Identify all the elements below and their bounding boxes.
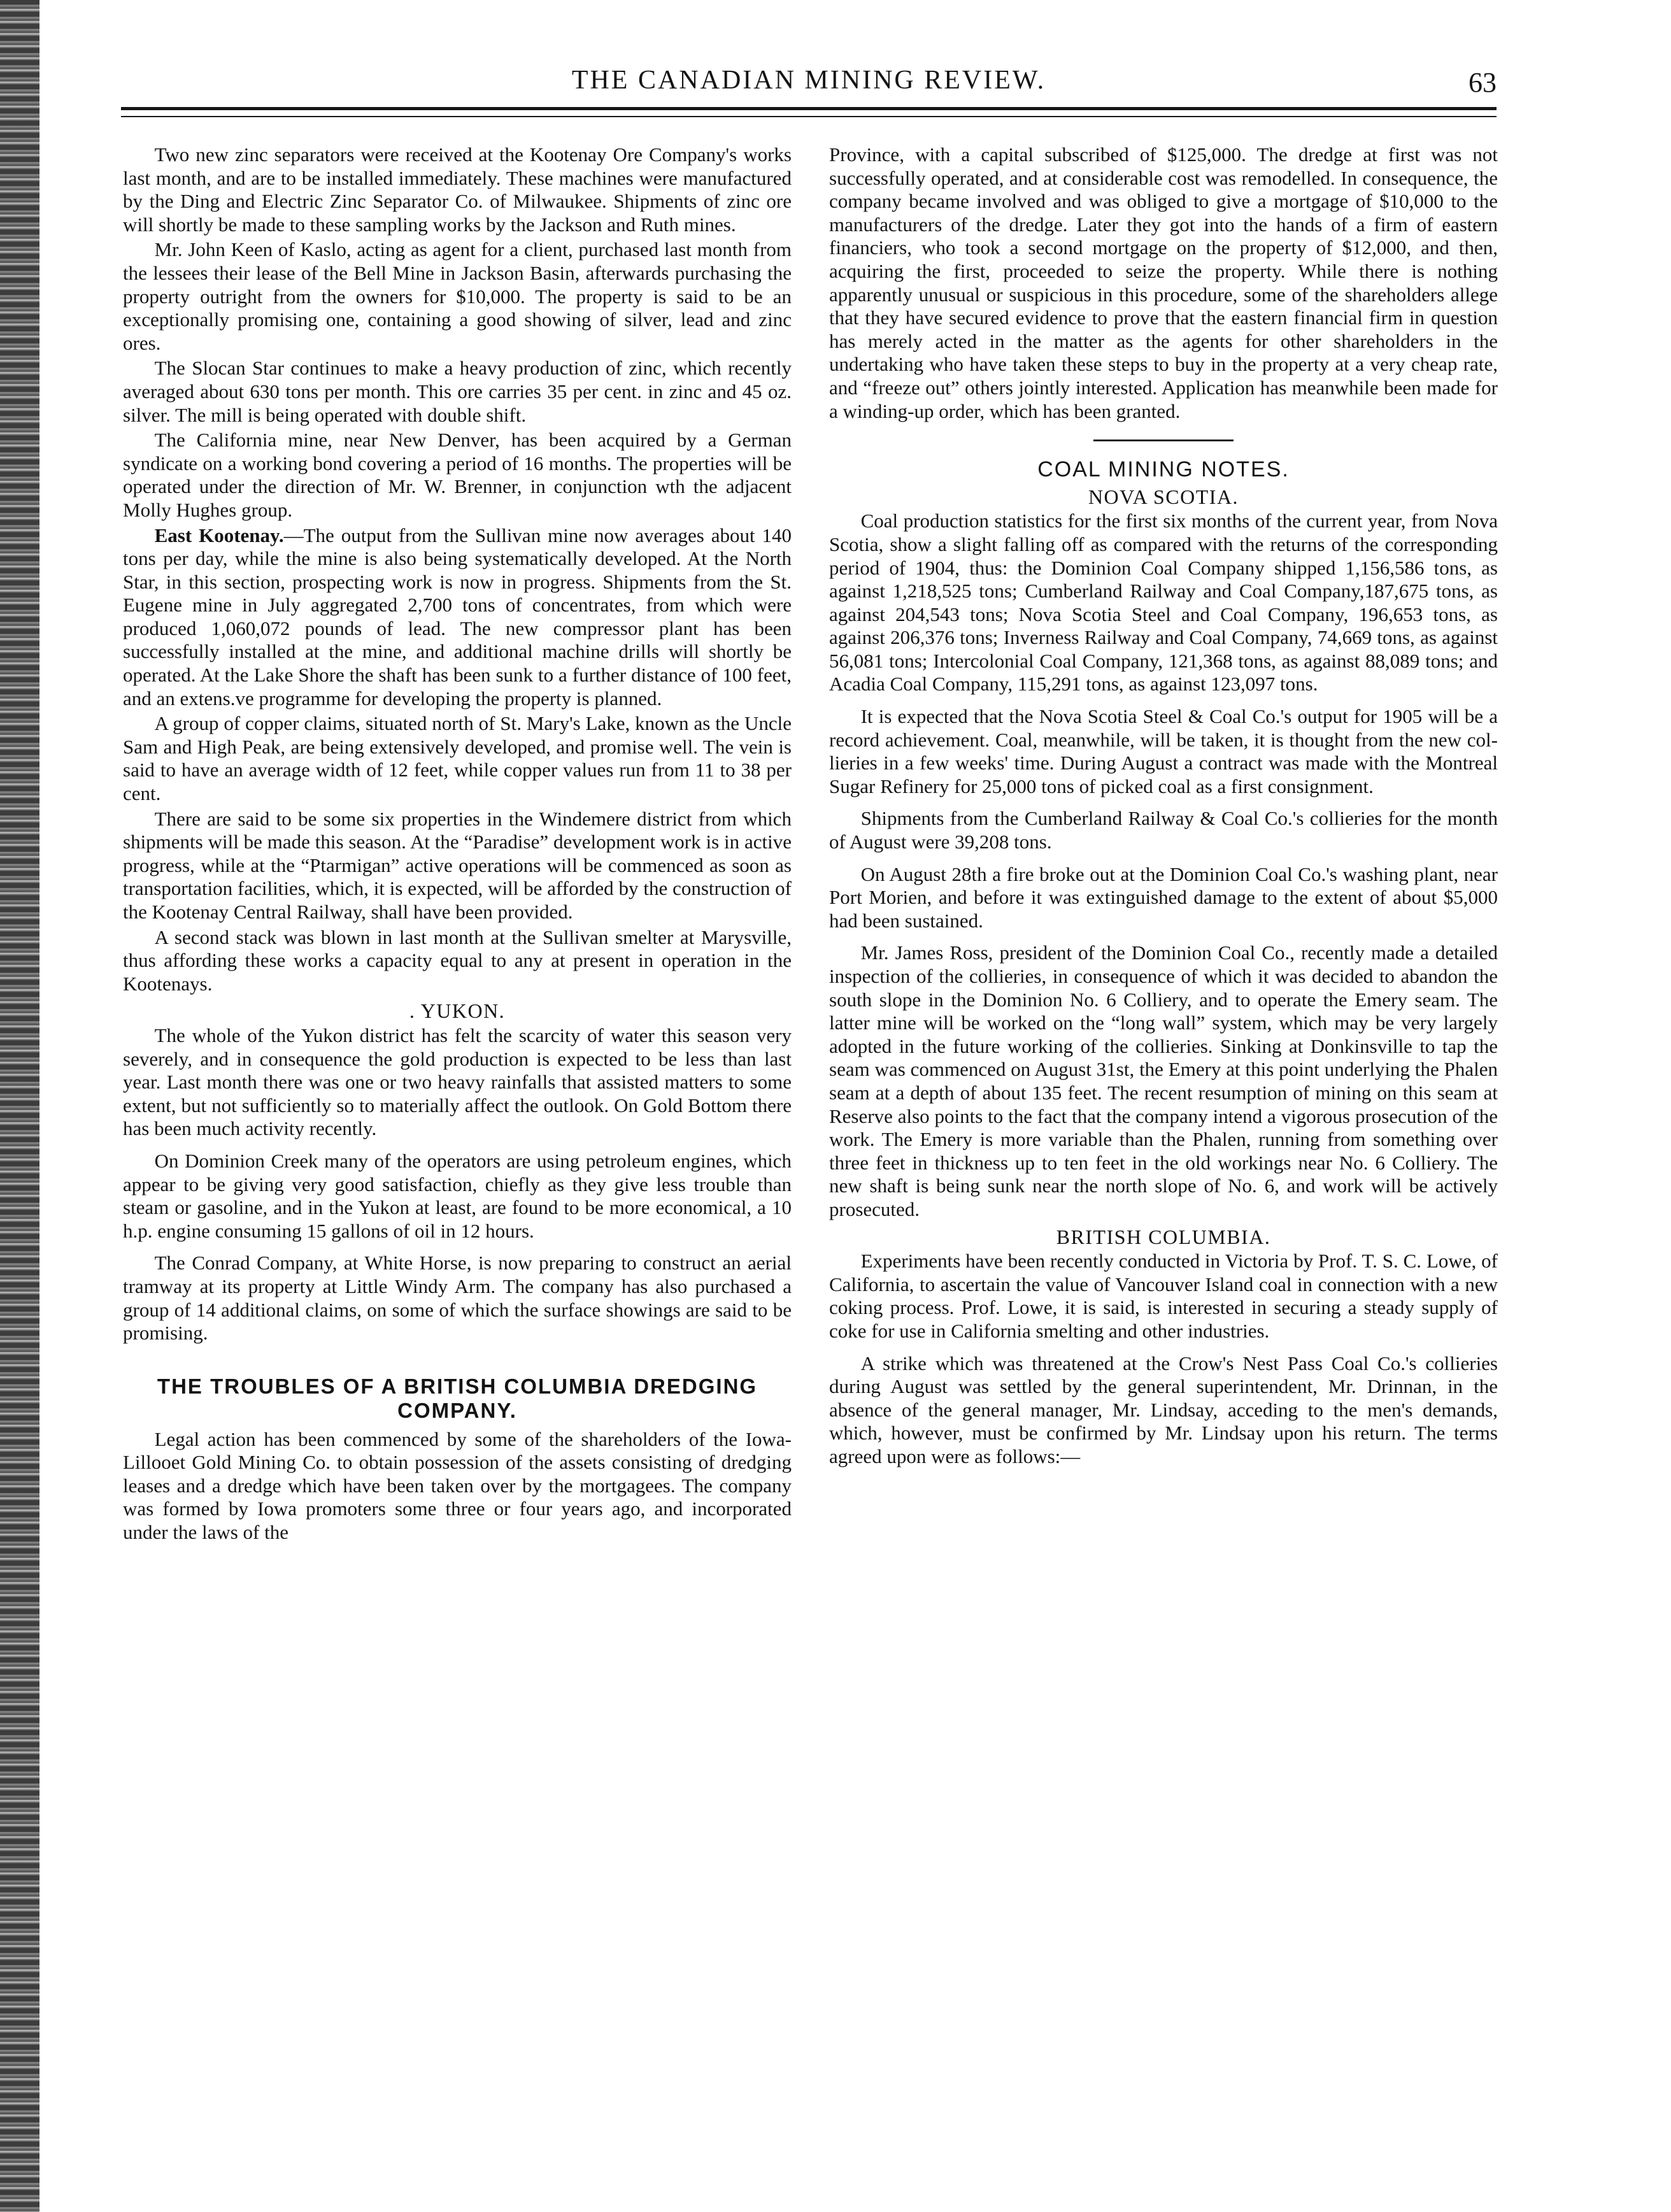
paragraph-port-morien-fire: On August 28th a fire broke out at the Dominion Coal Co.'s washing plant, near Port Morien, and before it was extinguished damage to the extent of about $5,000 had been sustained. [829, 862, 1498, 932]
paragraph-slocan-star: The Slocan Star continues to make a heavy production of zinc, which recently averaged about 630 tons per month. This ore carries 35 per cent. in zinc and 45 oz. silver. The mill is being operated with double shift. [123, 357, 792, 426]
paragraph-coking-experiments: Experiments have been recently conducted in Victoria by Prof. T. S. C. Lowe, of California, to ascertain the value of Vancouver Island coal in connection with a new coking process. Prof. Lowe, it is said, is interested in securing a steady supply of coke for use in California smelting and other industries. [829, 1250, 1498, 1342]
right-column [829, 143, 1498, 1468]
paragraph-crows-nest-strike: A strike which was threatened at the Crow's Nest Pass Coal Co.'s collieries during August was settled by the general superintendent, Mr. Drinnan, in the absence of the general manager, Mr. Lindsay, acceding to the men's demands, which, however, must be confirmed by Mr. Lindsay upon his return. The terms agreed upon were as follows:— [829, 1352, 1498, 1467]
article-heading-coal-mining: COAL MINING NOTES. [1037, 457, 1290, 482]
left-column [123, 143, 792, 1545]
paragraph-james-ross: Mr. James Ross, president of the Dominion Coal Co., recently made a detailed inspection of the collieries, in consequence of which it was decided to abandon the south slope in the Dominion No. 6 Colliery, and to operate the Emery seam. The latter mine will be worked on the “long wall” system, which may be very largely adopted in the future working of the collieries. Sinking at Donkinsville to tap the seam was commenced on August 31st, the Emery at this point underlying the Phalen seam at a depth of about 135 feet. The recent resumption of mining on this seam at Reserve also points to the fact that the company intend a vigorous prosecution of the work. The Emery is more variable than the Phalen, running from something over three feet in thickness up to ten feet in the old workings near No. 6 Colliery. The new shaft is being sunk near the north slope of No. 6, and work will be actively prosecuted. [829, 941, 1498, 1220]
paragraph-cumberland-shipments: Shipments from the Cumberland Railway & Coal Co.'s collieries for the month of August were 39,208 tons. [829, 807, 1498, 853]
paragraph-bell-mine: Mr. John Keen of Kaslo, acting as agent for a client, purchased last month from the lessees their lease of the Bell Mine in Jackson Basin, afterwards purchasing the property outright from the owners for $10,000. The property is said to be an exceptionally promising one, containing a good showing of silver, lead and zinc ores. [123, 238, 792, 354]
paragraph-copper-claims: A group of copper claims, situated north of St. Mary's Lake, known as the Uncle Sam and High Peak, are being extensively developed, and promise well. The vein is said to have an average width of 12 feet, while copper values run from 11 to 38 per cent. [123, 712, 792, 805]
east-kootenay-lead: East Kootenay. [154, 524, 284, 546]
section-divider [1093, 439, 1234, 441]
east-kootenay-text: —The output from the Sullivan mine now averages about 140 tons per day, while the mine is also being systematically developed. At the North Star, in this section, prospecting work is now in progress. Shipments from the St. Eugene mine in July aggregated 2,700 tons of concentrates, from which were produced 1,060,072 pounds of lead. The new compressor plant has been successfully installed at the mine, and additional machine drills will shortly be operated. At the Lake Shore the shaft has been sunk to a further distance of 100 feet, and an extens.ve programme for developing the property is planned. [123, 524, 792, 710]
page-header [121, 62, 1497, 107]
paragraph-nova-scotia-steel: It is expected that the Nova Scotia Steel & Coal Co.'s output for 1905 will be a record achievement. Coal, meanwhile, will be taken, it is thought from the new collieries in a few weeks' time. During August a contract was made with the Montreal Sugar Refinery for 25,000 tons of picked coal as a first consignment. [829, 705, 1498, 797]
section-heading-british-columbia: BRITISH COLUMBIA. [1056, 1225, 1271, 1248]
paragraph-zinc-separators: Two new zinc separators were received at the Kootenay Ore Company's works last month, and are to be installed immediately. These machines were manufactured by the Ding and Electric Zinc Separator Co. of Milwaukee. Shipments of zinc ore will shortly be made to these sampling works by the Jackson and Ruth mines. [123, 143, 792, 236]
paragraph-conrad-company: The Conrad Company, at White Horse, is now preparing to construct an aerial tramway at its property at Little Windy Arm. The company has also purchased a group of 14 additional claims, on some of which the surface showings are said to be promising. [123, 1252, 792, 1345]
paragraph-california-mine: The California mine, near New Denver, has been acquired by a German syndicate on a working bond covering a period of 16 months. The properties will be operated under the direction of Mr. W. Brenner, in conjunction wth the adjacent Molly Hughes group. [123, 429, 792, 521]
article-heading-dredging: THE TROUBLES OF A BRITISH COLUMBIA DREDGING COMPANY. [157, 1374, 758, 1422]
paragraph-windermere: There are said to be some six properties in the Windemere district from which shipments will be made this season. At the “Paradise” development work is in active progress, while at the “Ptarmigan” active operations will be commenced as soon as transportation facilities, which, it is expected, will be afforded by the construction of the Kootenay Central Railway, shall have been provided. [123, 807, 792, 923]
section-heading-nova-scotia: NOVA SCOTIA. [1088, 485, 1239, 508]
paragraph-dredging-continued: Province, with a capital subscribed of $125,000. The dredge at first was not successfully operated, and at considerable cost was remodelled. In consequence, the company became involved and was obliged to give a mortgage of $10,000 to the manufacturers of the dredge. Later they got into the hands of a firm of eastern financiers, who took a second mortgage on the property of $12,000, and then, acquiring the first, proceeded to seize the property. While there is nothing apparently unusual or suspicious in this procedure, some of the shareholders allege that they have secured evidence to prove that the eastern financial firm in question has merely acted in the matter as the agents for other shareholders in the undertaking who have taken these steps to buy in the property at a very cheap rate, and “freeze out” others jointly interested. Application has meanwhile been made for a winding-up order, which has been granted. [829, 143, 1498, 422]
paragraph-dominion-creek: On Dominion Creek many of the operators are using petroleum engines, which appear to be giving very good satisfaction, chiefly as they give less trouble than steam or gasoline, and in the Yukon at least, are found to be more economical, a 10 h.p. engine consuming 15 gallons of oil in 12 hours. [123, 1149, 792, 1242]
header-rule-thin [121, 116, 1497, 117]
page-binding-edge [0, 0, 39, 2212]
publication-title: THE CANADIAN MINING REVIEW. [571, 66, 1046, 95]
section-heading-yukon: . YUKON. [409, 999, 506, 1023]
paragraph-marysville-smelter: A second stack was blown in last month at the Sullivan smelter at Marysville, thus affording these works a capacity equal to any at present in operation in the Kootenays. [123, 925, 792, 995]
paragraph-east-kootenay [123, 524, 792, 711]
header-rule-thick [121, 107, 1497, 110]
paragraph-dredging-legal-action: Legal action has been commenced by some of the shareholders of the Iowa-Lillooet Gold Mining Co. to obtain possession of the assets consisting of dredging leases and a dredge which have been taken over by the mortgagees. The company was formed by Iowa promoters some three or four years ago, and incorporated under the laws of the [123, 1427, 792, 1544]
paragraph-coal-statistics: Coal production statistics for the first six months of the current year, from Nova Scotia, show a slight falling off as compared with the returns of the corresponding period of 1904, thus: the Dominion Coal Company shipped 1,156,586 tons, as against 1,218,525 tons; Cumberland Railway and Coal Company,187,675 tons, as against 204,543 tons; Nova Scotia Steel and Coal Company, 196,653 tons, as against 206,376 tons; Inverness Railway and Coal Company, 74,669 tons, as against 56,081 tons; Intercolonial Coal Company, 121,368 tons, as against 88,089 tons; and Acadia Coal Company, 115,291 tons, as against 123,097 tons. [829, 510, 1498, 696]
page-number: 63 [1468, 67, 1497, 98]
paragraph-yukon-water: The whole of the Yukon district has felt the scarcity of water this season very severely, and in consequence the gold production is expected to be less than last year. Last month there was one or two heavy rainfalls that assisted matters to some extent, but not sufficiently so to materially affect the outlook. On Gold Bottom there has been much activity recently. [123, 1024, 792, 1140]
